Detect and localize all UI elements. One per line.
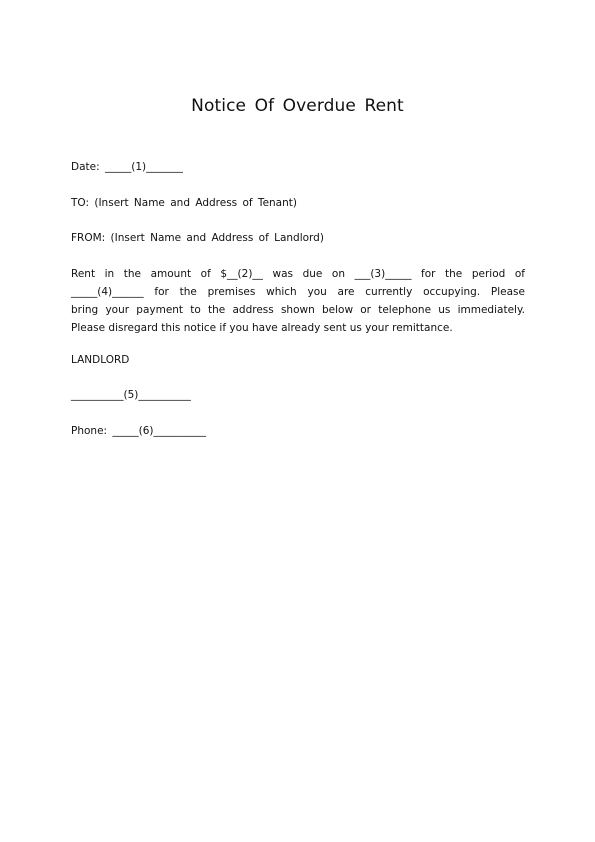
body-line-2: _____(4)______ for the premises which you are currently occupying. Please (71, 286, 525, 298)
phone-line: Phone: _____(6)__________ (71, 425, 207, 437)
to-line: TO: (Insert Name and Address of Tenant) (71, 197, 297, 209)
body-line-4: Please disregard this notice if you have already sent us your remittance. (71, 322, 453, 334)
document-title: Notice Of Overdue Rent (191, 96, 404, 116)
signature-heading: LANDLORD (71, 354, 130, 366)
from-line: FROM: (Insert Name and Address of Landlord) (71, 232, 324, 244)
date-line: Date: _____(1)_______ (71, 161, 183, 173)
body-line-3: bring your payment to the address shown below or telephone us immediately. (71, 304, 525, 316)
body-line-1: Rent in the amount of $__(2)__ was due on ___(3)_____ for the period of (71, 268, 525, 280)
signature-line: __________(5)__________ (71, 389, 191, 401)
notice-body-paragraph (71, 265, 525, 337)
